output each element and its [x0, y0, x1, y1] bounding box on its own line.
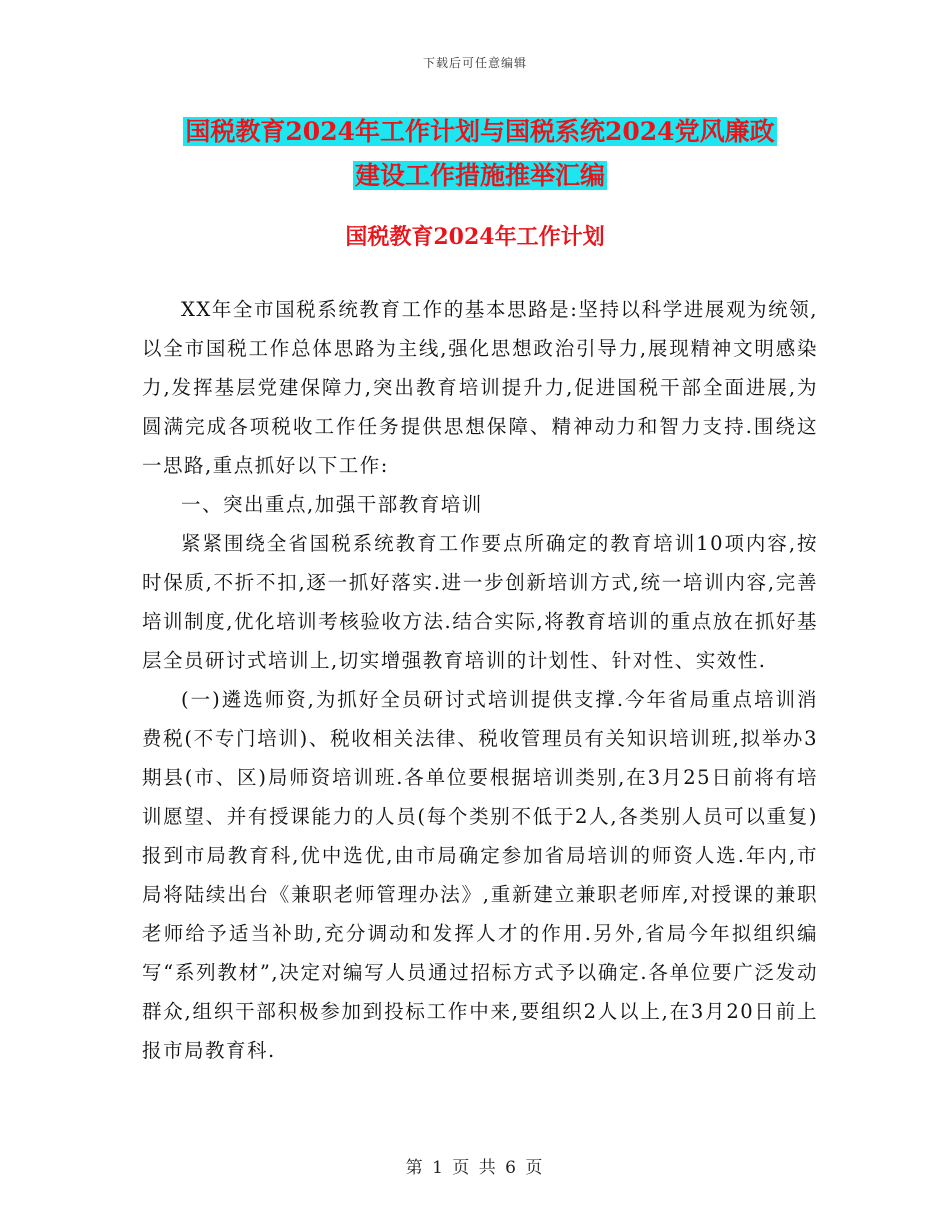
body-text [142, 290, 818, 1070]
paragraph-heading-1: 一、突出重点,加强干部教育培训 [181, 493, 483, 516]
document-title-line1: 国税教育2024年工作计划与国税系统2024党风廉政 [185, 117, 775, 146]
paragraph-intro: XX年全市国税系统教育工作的基本思路是:坚持以科学进展观为统领,以全市国税工作总体思路为主线,强化思想政治引导力,展现精神文明感染力,发挥基层党建保障力,突出教育培训提升力,促进国税干部全面进展,为圆满完成各项税收工作任务提供思想保障、精神动力和智力支持.围绕这一思路,重点抓好以下工作: [142, 298, 818, 477]
document-title-line2: 建设工作措施推举汇编 [354, 161, 605, 190]
paragraph-training: 紧紧围绕全省国税系统教育工作要点所确定的教育培训10项内容,按时保质,不折不扣,逐一抓好落实.进一步创新培训方式,统一培训内容,完善培训制度,优化培训考核验收方法.结合实际,将教育培训的重点放在抓好基层全员研讨式培训上,切实增强教育培训的计划性、针对性、实效性. [142, 532, 818, 672]
document-title [130, 110, 830, 198]
page-number: 第 1 页 共 6 页 [405, 1158, 545, 1178]
header-note: 下载后可任意编辑 [422, 56, 527, 70]
section-title: 国税教育2024年工作计划 [345, 224, 605, 250]
paragraph-teachers: (一)遴选师资,为抓好全员研讨式培训提供支撑.今年省局重点培训消费税(不专门培训)、税收相关法律、税收管理员有关知识培训班,拟举办3期县(市、区)局师资培训班.各单位要根据培训类别,在3月25日前将有培训愿望、并有授课能力的人员(每个类别不低于2人,各类别人员可以重复)报到市局教育科,优中选优,由市局确定参加省局培训的师资人选.年内,市局将陆续出台《兼职老师管理办法》,重新建立兼职老师库,对授课的兼职老师给予适当补助,充分调动和发挥人才的作用.另外,省局今年拟组织编写“系列教材”,决定对编写人员通过招标方式予以确定.各单位要广泛发动群众,组织干部积极参加到投标工作中来,要组织2人以上,在3月20日前上报市局教育科. [142, 688, 818, 1062]
